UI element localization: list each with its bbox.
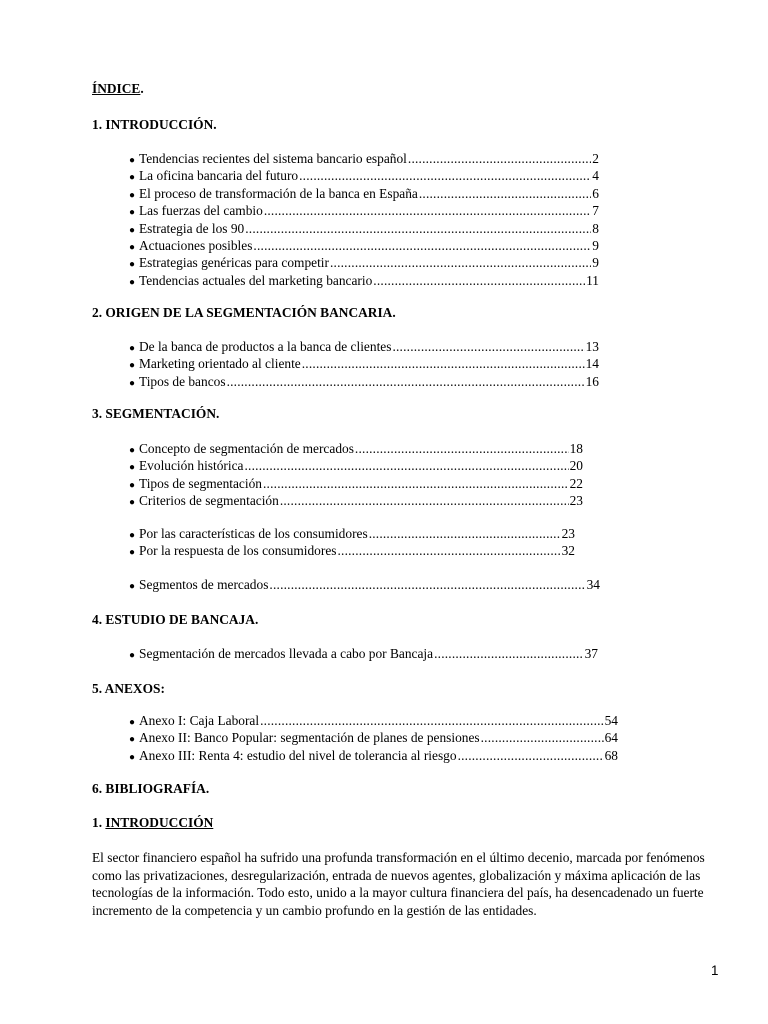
toc-entry-label: De la banca de productos a la banca de clientes [139,339,392,354]
toc-list-segmentacion [129,440,583,510]
section-heading-bibliografia: 6. BIBLIOGRAFÍA. [92,781,210,796]
bullet-icon: ● [129,581,136,592]
toc-entry-label: Por las características de los consumidores [139,526,368,541]
bullet-icon: ● [129,650,136,661]
intro-paragraph: El sector financiero español ha sufrido una profunda transformación en el último decenio, marcada por fenómenos como las privatizaciones, desregularización, entrada de nuevos agentes, globalización y máxima aplicación de las tecnologías de la información. Todo esto, unido a la mayor cultura financiera del país, ha desencadenado un fuerte incremento de la competencia y un cambio profundo en la gestión de las entidades. [92,850,705,918]
intro-heading-number: 1. [92,815,103,830]
toc-entry-page: 8 [592,220,599,236]
toc-leader-dots [269,576,585,593]
toc-entry-page: 23 [569,493,583,509]
toc-entry[interactable] [129,576,600,593]
toc-leader-dots [280,492,569,509]
toc-entry[interactable] [129,475,583,492]
toc-leader-dots [245,457,569,474]
toc-entry-label: Por la respuesta de los consumidores [139,543,337,559]
toc-entry-label: Estrategias genéricas para competir [139,255,329,271]
index-title-text: ÍNDICE [92,81,141,96]
toc-entry-page: 9 [592,255,599,271]
toc-entry[interactable] [129,525,575,542]
bullet-icon: ● [129,497,136,509]
section-heading-introduccion: 1. INTRODUCCIÓN. [92,117,217,132]
toc-entry[interactable] [129,542,575,559]
section-heading-segmentacion: 3. SEGMENTACIÓN. [92,406,220,421]
bullet-icon: ● [129,479,136,491]
toc-entry[interactable] [129,645,598,662]
toc-entry-page: 13 [585,339,599,354]
toc-entry-page: 22 [569,475,583,491]
toc-entry-label: La oficina bancaria del futuro [139,168,299,184]
toc-entry-label: Tipos de segmentación [139,475,262,491]
toc-entry-page: 6 [592,185,599,201]
toc-entry[interactable] [129,202,599,219]
toc-entry-label: Evolución histórica [139,458,244,474]
toc-entry-page: 37 [584,646,598,661]
toc-entry-label: Anexo II: Banco Popular: segmentación de planes de pensiones [139,730,480,746]
toc-entry[interactable] [129,457,583,474]
intro-heading [92,814,213,831]
toc-leader-dots [299,167,591,184]
toc-entry[interactable] [129,185,599,202]
toc-leader-dots [337,542,560,559]
bullet-icon: ● [129,530,136,541]
toc-entry[interactable] [129,729,618,746]
toc-entry-page: 4 [592,168,599,184]
toc-leader-dots [264,202,591,219]
toc-leader-dots [434,645,584,662]
toc-leader-dots [408,150,591,167]
toc-leader-dots [369,525,561,542]
toc-entry[interactable] [129,355,599,372]
toc-entry-page: 7 [592,203,599,219]
bullet-icon: ● [129,343,136,354]
bullet-icon: ● [129,155,136,166]
toc-leader-dots [373,272,585,289]
toc-entry-page: 9 [592,237,599,253]
toc-entry-page: 32 [561,543,575,559]
toc-leader-dots [302,355,585,372]
toc-list-estudio-bancaja [129,645,598,662]
toc-entry-page: 11 [586,272,599,288]
bullet-icon: ● [129,462,136,474]
toc-entry[interactable] [129,338,599,355]
toc-entry-page: 14 [585,356,599,372]
toc-leader-dots [419,185,591,202]
intro-heading-title: INTRODUCCIÓN [105,815,214,830]
toc-entry-label: Concepto de segmentación de mercados [139,441,354,456]
toc-leader-dots [260,712,604,729]
toc-entry-page: 16 [585,373,599,389]
toc-entry-page: 34 [586,577,600,592]
toc-entry-label: Anexo I: Caja Laboral [139,713,260,728]
toc-list-anexos [129,712,618,764]
bullet-icon: ● [129,241,136,253]
toc-entry[interactable] [129,272,599,289]
toc-leader-dots [481,729,604,746]
toc-entry-label: Actuaciones posibles [139,237,253,253]
toc-leader-dots [458,747,604,764]
toc-entry-label: Tendencias actuales del marketing bancario [139,272,373,288]
toc-leader-dots [263,475,569,492]
toc-entry[interactable] [129,492,583,509]
toc-entry-page: 23 [561,526,575,541]
toc-entry[interactable] [129,440,583,457]
toc-leader-dots [392,338,584,355]
toc-entry-page: 54 [604,713,618,728]
toc-entry[interactable] [129,150,599,167]
section-heading-anexos: 5. ANEXOS: [92,681,165,696]
section-heading-origen: 2. ORIGEN DE LA SEGMENTACIÓN BANCARIA. [92,305,396,320]
toc-entry-label: Tendencias recientes del sistema bancario español [139,151,407,166]
section-heading-estudio-bancaja: 4. ESTUDIO DE BANCAJA. [92,612,259,627]
bullet-icon: ● [129,276,136,288]
toc-entry-label: Criterios de segmentación [139,493,279,509]
bullet-icon: ● [129,734,136,746]
toc-entry-label: Las fuerzas del cambio [139,203,263,219]
toc-entry-page: 2 [592,151,599,166]
index-title-suffix: . [140,81,144,96]
toc-entry[interactable] [129,254,599,271]
index-title [92,80,144,97]
toc-entry-page: 64 [604,730,618,746]
bullet-icon: ● [129,259,136,271]
toc-entry[interactable] [129,220,599,237]
bullet-icon: ● [129,360,136,372]
bullet-icon: ● [129,717,136,728]
bullet-icon: ● [129,224,136,236]
toc-entry-page: 18 [569,441,583,456]
toc-entry-label: Segmentación de mercados llevada a cabo por Bancaja [139,646,434,661]
bullet-icon: ● [129,377,136,389]
bullet-icon: ● [129,445,136,456]
toc-leader-dots [253,237,591,254]
toc-leader-dots [355,440,569,457]
toc-entry-page: 68 [604,747,618,763]
bullet-icon: ● [129,189,136,201]
toc-entry-label: Tipos de bancos [139,373,226,389]
toc-entry-label: Estrategia de los 90 [139,220,245,236]
bullet-icon: ● [129,751,136,763]
toc-entry[interactable] [129,373,599,390]
toc-entry-label: Anexo III: Renta 4: estudio del nivel de tolerancia al riesgo [139,747,457,763]
toc-entry[interactable] [129,712,618,729]
toc-entry[interactable] [129,237,599,254]
toc-entry-label: El proceso de transformación de la banca en España [139,185,418,201]
bullet-icon: ● [129,207,136,219]
toc-entry[interactable] [129,747,618,764]
toc-entry-page: 20 [569,458,583,474]
toc-entry-label: Segmentos de mercados [139,577,269,592]
toc-list-origen [129,338,599,390]
toc-list-segmentacion-criterios [129,525,575,560]
toc-list-introduccion [129,150,599,289]
toc-leader-dots [245,220,591,237]
toc-entry-label: Marketing orientado al cliente [139,356,301,372]
bullet-icon: ● [129,547,136,559]
bullet-icon: ● [129,172,136,184]
page-number: 1 [711,963,719,978]
toc-leader-dots [330,254,591,271]
toc-entry[interactable] [129,167,599,184]
toc-list-segmentacion-segmentos [129,576,600,593]
toc-leader-dots [227,373,585,390]
